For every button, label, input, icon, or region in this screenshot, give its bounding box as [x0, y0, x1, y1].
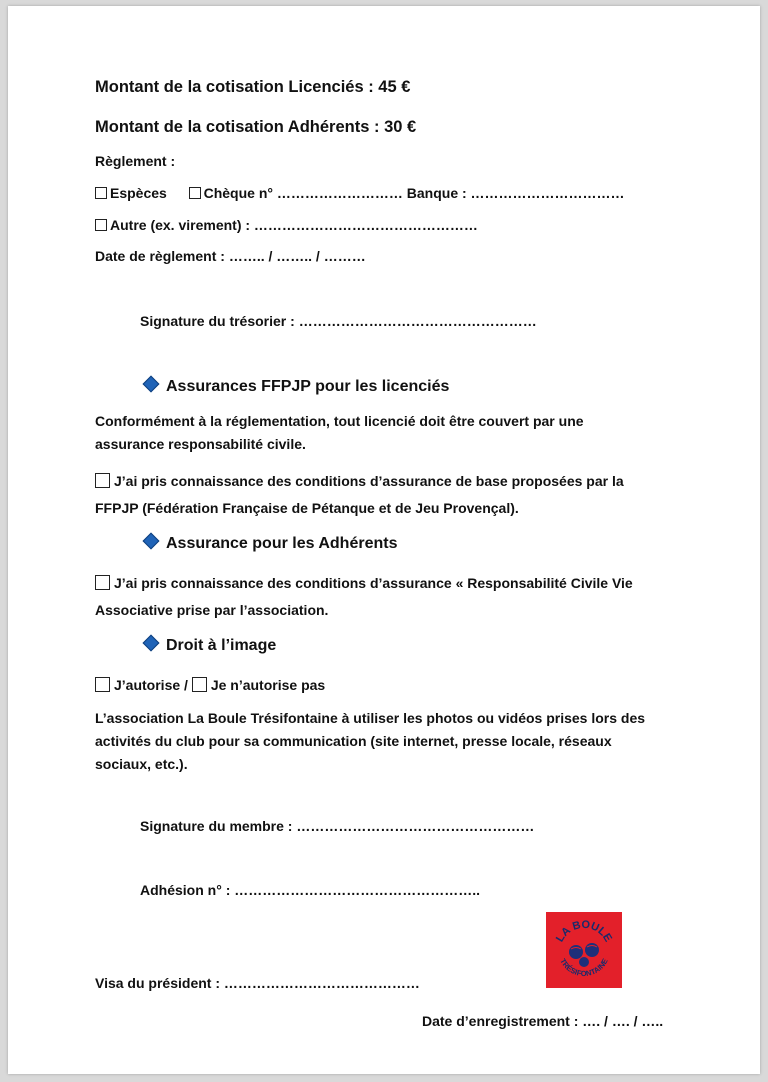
- ffpjp-check-text-2: FFPJP (Fédération Française de Pétanque et de Jeu Provençal).: [95, 500, 519, 516]
- especes-checkbox[interactable]: [95, 187, 107, 199]
- visa-president: Visa du président : ……………………………………: [95, 975, 420, 991]
- diamond-icon: [143, 533, 160, 550]
- logo-text-top: LA BOULE: [553, 918, 615, 945]
- adherents-check-row: [95, 575, 633, 591]
- date-enregistrement: Date d’enregistrement : …. / …. / …..: [422, 1013, 664, 1029]
- nautorise-checkbox[interactable]: [192, 677, 207, 692]
- droit-image-text-3: sociaux, etc.).: [95, 756, 188, 772]
- adherents-checkbox[interactable]: [95, 575, 110, 590]
- signature-membre: Signature du membre : ……………………………………………: [140, 818, 535, 834]
- reglement-title: Règlement :: [95, 153, 176, 169]
- section-title: Assurances FFPJP pour les licenciés: [166, 378, 450, 395]
- reglement-options: [95, 185, 625, 201]
- svg-text:LA BOULE: [554, 919, 614, 944]
- droit-image-choice: [95, 677, 325, 693]
- adhesion-numero: Adhésion n° : ……………………………………………..: [140, 882, 481, 898]
- ffpjp-check-label: J’ai pris connaissance des conditions d’assurance de base proposées par la: [114, 473, 624, 489]
- section-assurance-ffpjp: [145, 378, 449, 396]
- cheque-label: Chèque n° ……………………… Banque : ……………………………: [203, 185, 625, 201]
- autorise-label: J’autorise /: [114, 677, 188, 693]
- logo-text-bottom: TRÉSIFONTAINE: [558, 956, 610, 979]
- autorise-checkbox[interactable]: [95, 677, 110, 692]
- section-assurance-adherents: [145, 535, 397, 553]
- section-title: Droit à l’image: [166, 637, 277, 654]
- autre-label: Autre (ex. virement) : …………………………………………: [110, 217, 478, 233]
- club-logo: [546, 912, 622, 988]
- diamond-icon: [143, 376, 160, 393]
- date-reglement: Date de règlement : …….. / …….. / ………: [95, 248, 366, 264]
- cheque-checkbox[interactable]: [189, 187, 201, 199]
- especes-label: Espèces: [110, 185, 167, 201]
- ffpjp-text-2: assurance responsabilité civile.: [95, 436, 306, 452]
- adherents-check-text-2: Associative prise par l’association.: [95, 602, 329, 618]
- diamond-icon: [143, 635, 160, 652]
- cotisation-licencies: Montant de la cotisation Licenciés : 45 €: [95, 78, 411, 96]
- section-droit-image: [145, 637, 276, 655]
- adherents-check-label: J’ai pris connaissance des conditions d’assurance « Responsabilité Civile Vie: [114, 575, 633, 591]
- ffpjp-text-1: Conformément à la réglementation, tout licencié doit être couvert par une: [95, 413, 584, 429]
- autre-checkbox[interactable]: [95, 219, 107, 231]
- nautorise-label: Je n’autorise pas: [210, 677, 326, 693]
- droit-image-text-1: L’association La Boule Trésifontaine à utiliser les photos ou vidéos prises lors des: [95, 710, 646, 726]
- ffpjp-check-row: [95, 473, 624, 489]
- cotisation-adherents: Montant de la cotisation Adhérents : 30 €: [95, 118, 417, 136]
- autre-row: [95, 217, 478, 233]
- section-title: Assurance pour les Adhérents: [166, 535, 398, 552]
- ffpjp-checkbox[interactable]: [95, 473, 110, 488]
- signature-tresorier: Signature du trésorier : ……………………………………………: [140, 313, 537, 329]
- droit-image-text-2: activités du club pour sa communication (site internet, presse locale, réseaux: [95, 733, 612, 749]
- form-page: [8, 6, 760, 1074]
